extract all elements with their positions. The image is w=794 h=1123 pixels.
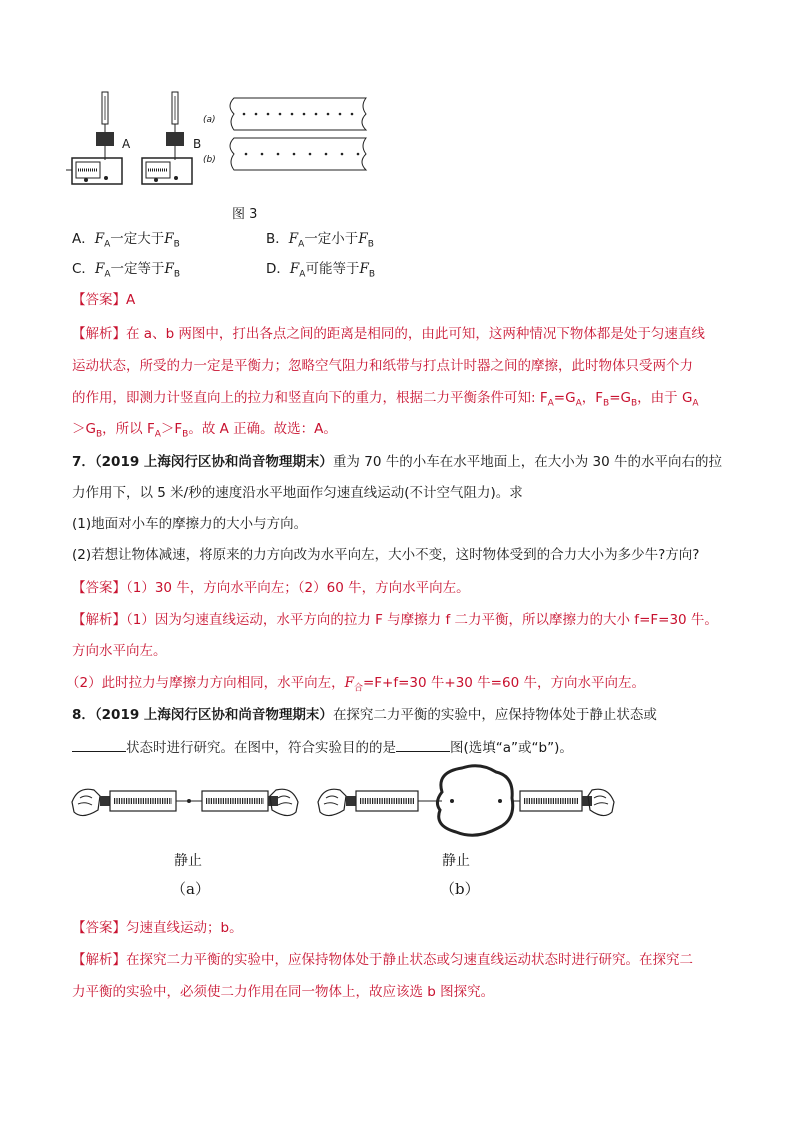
spring-scale-a (66, 92, 122, 184)
q7-stem-line-1: 7．（2019 上海闵行区协和尚音物理期末）重为 70 牛的小车在水平地面上，在大小为 30 牛的水平向右的拉 (72, 454, 722, 470)
q7-analysis-line-3: （2）此时拉力与摩擦力方向相同，水平向左，$F_合=F+f=30$ 牛+30 牛=60 牛，方向水平向左。 (66, 675, 645, 694)
figure-3-caption: 图 3 (232, 207, 258, 222)
paper-tape-a (230, 98, 366, 130)
q6-analysis-line-3: 的作用，即测力计竖直向上的拉力和竖直向下的重力，根据二力平衡条件可知: $F_A=G_A$，$F_B=G_B$，由于 $G_A$ (72, 390, 699, 409)
q6-option-d: D．$F_A$可能等于$F_B$ (266, 261, 376, 280)
q8-stem-line-1: 8．（2019 上海闵行区协和尚音物理期末）在探究二力平衡的实验中，应保持物体处于静止状态或 (72, 707, 657, 723)
q8-source: （2019 上海闵行区协和尚音物理期末） (94, 707, 333, 723)
q7-analysis-line-2: 方向水平向左。 (72, 643, 167, 659)
q6-option-a: A．$F_A$一定大于$F_B$ (72, 231, 180, 250)
figure-a-spring-scales (70, 772, 300, 832)
q8-analysis-line-2: 力平衡的实验中，必须使二力作用在同一物体上，故应该选 b 图探究。 (72, 984, 495, 1000)
answer-tag: 【答案】 (72, 292, 126, 308)
q7-sub-question-1: (1)地面对小车的摩擦力的大小与方向。 (72, 516, 308, 532)
q8-answer: 【答案】匀速直线运动；b。 (72, 920, 243, 936)
analysis-tag: 【解析】 (72, 326, 126, 342)
paper-tape-b (230, 138, 366, 170)
q8-blank-1[interactable] (72, 737, 126, 752)
figure-b-state-label: 静止 (442, 853, 470, 869)
figure-3-tape-b-label: (b) (203, 155, 216, 165)
q6-answer: 【答案】A (72, 292, 136, 308)
figure-3-tape-a-label: (a) (203, 115, 216, 125)
figure-3-label-a: A (122, 137, 131, 151)
figure-3-diagram (66, 90, 376, 200)
q7-sub-question-2: (2)若想让物体减速，将原来的力方向改为水平向左，大小不变，这时物体受到的合力大小为多少牛?方向? (72, 547, 700, 563)
figure-b-label: （b） (440, 880, 480, 898)
q7-answer: 【答案】（1）30 牛，方向水平向左；（2）60 牛，方向水平向左。 (72, 580, 470, 596)
q6-analysis-line-1: 【解析】在 a、b 两图中，打出各点之间的距离是相同的，由此可知，这两种情况下物体都是处于匀速直线 (72, 326, 705, 342)
answer-tag: 【答案】 (72, 580, 126, 596)
figure-3-label-b: B (193, 137, 202, 151)
figure-b-spring-scales-with-object (316, 762, 616, 842)
q6-option-c: C．$F_A$一定等于$F_B$ (72, 261, 181, 280)
q8-blank-2[interactable] (396, 737, 450, 752)
answer-tag: 【答案】 (72, 920, 126, 936)
q6-option-b: B．$F_A$一定小于$F_B$ (266, 231, 374, 250)
q7-analysis-line-1: 【解析】（1）因为匀速直线运动，水平方向的拉力 F 与摩擦力 f 二力平衡，所以摩擦力的大小 f=F=30 牛。 (72, 612, 718, 628)
figure-a-state-label: 静止 (174, 853, 202, 869)
q7-source: （2019 上海闵行区协和尚音物理期末） (94, 454, 333, 470)
analysis-tag: 【解析】 (72, 612, 126, 628)
q6-analysis-line-4: $>G_B$，所以 $F_A>F_B$。故 A 正确。故选：A。 (72, 421, 337, 440)
analysis-tag: 【解析】 (72, 952, 126, 968)
figure-a-label: （a） (171, 880, 210, 898)
q8-analysis-line-1: 【解析】在探究二力平衡的实验中，应保持物体处于静止状态或匀速直线运动状态时进行研究。在探究二 (72, 952, 693, 968)
spring-scale-b (142, 92, 192, 184)
q6-analysis-line-2: 运动状态，所受的力一定是平衡力；忽略空气阻力和纸带与打点计时器之间的摩擦，此时物体只受两个力 (72, 358, 693, 374)
q8-stem-line-2: 状态时进行研究。在图中，符合实验目的的是 图(选填“a”或“b”)。 (72, 737, 573, 758)
q7-stem-line-2: 力作用下，以 5 米/秒的速度沿水平地面作匀速直线运动(不计空气阻力)。求 (72, 485, 523, 501)
